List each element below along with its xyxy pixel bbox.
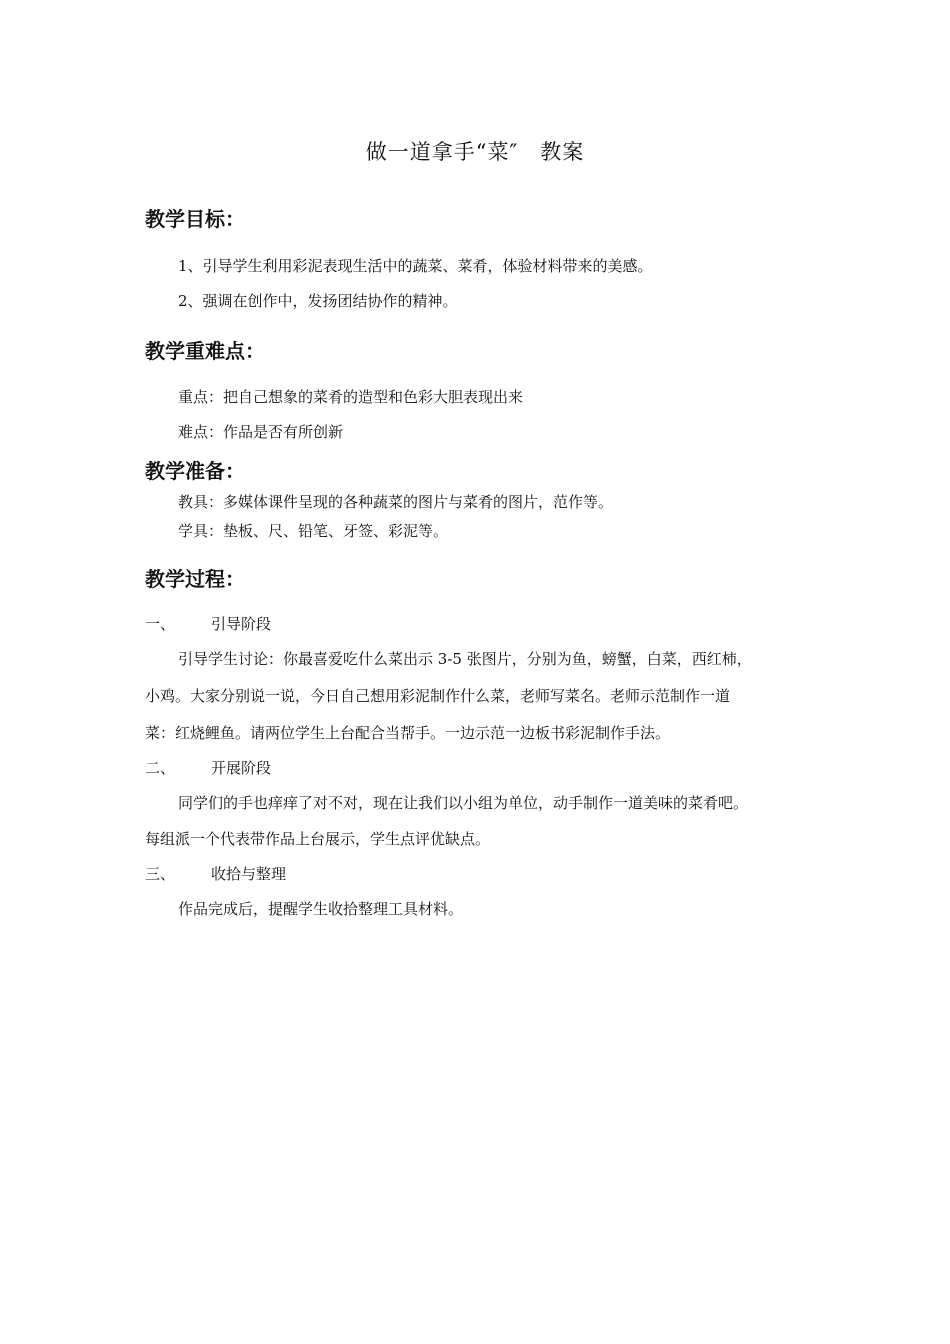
step-paragraph-line: 同学们的手也痒痒了对不对，现在让我们以小组为单位，动手制作一道美味的菜肴吧。 bbox=[178, 794, 749, 812]
goal-item: 1、引导学生利用彩泥表现生活中的蔬菜、菜肴，体验材料带来的美感。 bbox=[178, 257, 653, 275]
step-paragraph-line: 小鸡。大家分别说一说，今日自己想用彩泥制作什么菜，老师写菜名。老师示范制作一道 bbox=[145, 687, 731, 705]
step-paragraph-line: 作品完成后，提醒学生收拾整理工具材料。 bbox=[178, 900, 464, 918]
step-paragraph-line: 菜：红烧鲤鱼。请两位学生上台配合当帮手。一边示范一边板书彩泥制作手法。 bbox=[145, 724, 671, 742]
process-step-heading bbox=[145, 863, 286, 884]
process-step-heading bbox=[145, 757, 271, 778]
preparation-item: 教具：多媒体课件呈现的各种蔬菜的图片与菜肴的图片，范作等。 bbox=[178, 493, 614, 511]
document-title: 做一道拿手“菜″ 教案 bbox=[365, 140, 585, 164]
step-number: 一、 bbox=[145, 615, 176, 633]
step-title: 收拾与整理 bbox=[211, 865, 287, 883]
section-heading-process: 教学过程： bbox=[145, 567, 245, 591]
step-number: 三、 bbox=[145, 865, 176, 883]
step-paragraph-line: 每组派一个代表带作品上台展示，学生点评优缺点。 bbox=[145, 830, 491, 848]
process-step-heading bbox=[145, 613, 271, 634]
step-title: 开展阶段 bbox=[211, 759, 272, 777]
goal-item: 2、强调在创作中，发扬团结协作的精神。 bbox=[178, 292, 458, 310]
step-number: 二、 bbox=[145, 759, 176, 777]
key-point-item: 难点：作品是否有所创新 bbox=[178, 423, 344, 441]
preparation-item: 学具：垫板、尺、铅笔、牙签、彩泥等。 bbox=[178, 522, 449, 540]
step-paragraph-line: 引导学生讨论：你最喜爱吃什么菜出示 3-5 张图片，分别为鱼，螃蟹，白菜，西红柿， bbox=[178, 650, 752, 668]
key-point-item: 重点：把自己想象的菜肴的造型和色彩大胆表现出来 bbox=[178, 388, 524, 406]
section-heading-preparation: 教学准备： bbox=[145, 459, 245, 483]
step-title: 引导阶段 bbox=[211, 615, 272, 633]
section-heading-goals: 教学目标： bbox=[145, 207, 245, 231]
section-heading-key-points: 教学重难点： bbox=[145, 339, 265, 363]
